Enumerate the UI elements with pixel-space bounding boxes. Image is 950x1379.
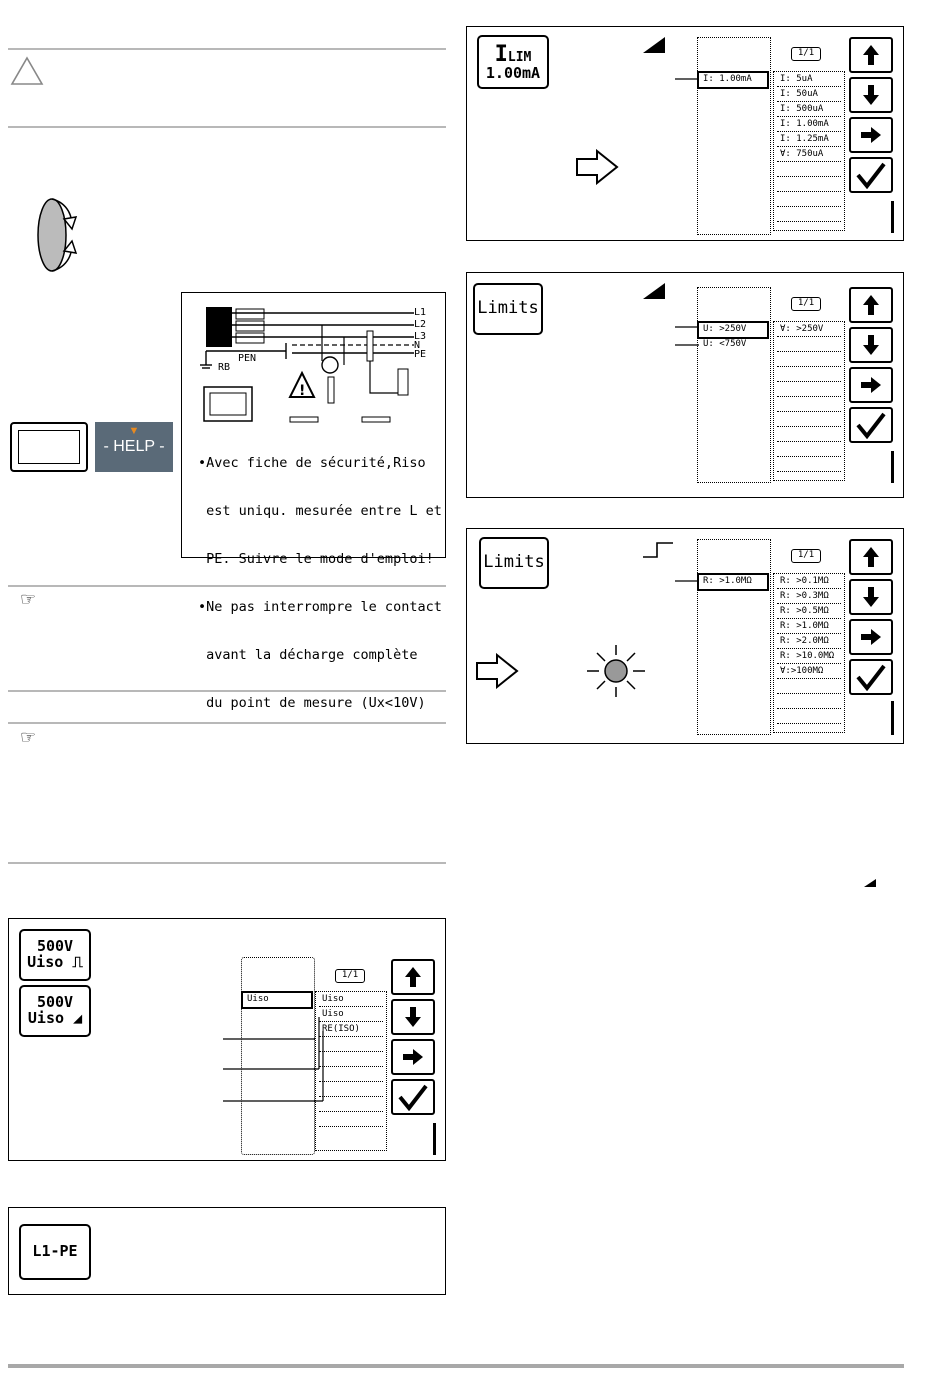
help-screen — [181, 292, 446, 711]
option-row[interactable]: R: >0.5MΩ — [777, 604, 841, 619]
right-arrow-button[interactable] — [849, 619, 893, 655]
down-arrow-button[interactable] — [391, 999, 435, 1035]
note-hand-icon: ☞ — [20, 589, 37, 610]
key-value: 1.00mA — [485, 63, 541, 82]
ramp-icon — [643, 37, 665, 57]
selection-list — [697, 539, 771, 735]
label-pen: PEN — [238, 353, 257, 364]
option-row[interactable]: R: >1.0MΩ — [777, 619, 841, 634]
separator-line — [8, 48, 446, 50]
callout-lines — [9, 919, 447, 1162]
option-row[interactable]: R: >0.3MΩ — [777, 589, 841, 604]
option-row[interactable]: I: 500uA — [777, 102, 841, 117]
second-item[interactable]: U: <750V — [703, 339, 747, 349]
help-line: PE. Suivre le mode d'emploi! — [198, 551, 434, 567]
label-n: N — [414, 340, 421, 351]
page-indicator: 1/1 — [335, 969, 365, 983]
option-row[interactable] — [777, 709, 841, 724]
step-icon: ⎍ — [72, 953, 83, 971]
option-row[interactable] — [777, 427, 841, 442]
option-row[interactable]: R: >0.1MΩ — [777, 574, 841, 589]
option-row[interactable] — [777, 694, 841, 709]
svg-text:!: ! — [299, 383, 306, 399]
options-list — [773, 573, 845, 733]
page-indicator: 1/1 — [791, 549, 821, 563]
option-row[interactable]: Ɐ: >250V — [777, 322, 841, 337]
label-rb: RB — [218, 362, 231, 373]
note-hand-icon: ☞ — [20, 727, 37, 748]
scrollbar[interactable] — [433, 1123, 436, 1155]
arrow-outline-icon — [575, 149, 619, 189]
option-row[interactable] — [777, 162, 841, 177]
option-row[interactable] — [777, 442, 841, 457]
footer-line — [8, 1364, 904, 1368]
separator-line — [8, 690, 446, 692]
key-label: Limits — [483, 552, 545, 573]
help-line: •Avec fiche de sécurité,Riso — [198, 455, 426, 471]
limits-voltage-screen — [466, 272, 904, 498]
option-row[interactable] — [777, 679, 841, 694]
step-icon — [643, 541, 673, 563]
option-row[interactable] — [777, 192, 841, 207]
separator-line — [8, 722, 446, 724]
option-row[interactable]: R: >2.0MΩ — [777, 634, 841, 649]
callout-lines — [675, 321, 705, 351]
ramp-icon — [864, 872, 876, 891]
limits-resistance-screen — [466, 528, 904, 744]
option-row[interactable] — [777, 337, 841, 352]
options-list — [773, 71, 845, 231]
option-row[interactable]: I: 50uA — [777, 87, 841, 102]
up-arrow-button[interactable] — [391, 959, 435, 995]
network-diagram — [182, 293, 444, 423]
soft-key-button[interactable] — [10, 422, 88, 472]
caret-down-icon: ▼ — [128, 425, 140, 437]
warning-triangle-icon — [10, 56, 44, 86]
scrollbar[interactable] — [891, 201, 894, 233]
ilim-key[interactable] — [477, 35, 549, 89]
up-arrow-button[interactable] — [849, 539, 893, 575]
separator-line — [8, 585, 446, 587]
key-label: Uiso — [27, 953, 64, 971]
limits-key[interactable] — [473, 283, 543, 335]
key-voltage: 500V — [36, 993, 74, 1012]
page-indicator: 1/1 — [791, 297, 821, 311]
help-line: est uniqu. mesurée entre L et — [198, 503, 442, 519]
separator-line — [8, 126, 446, 128]
help-line: avant la décharge complète — [198, 647, 418, 663]
selection-list — [697, 37, 771, 235]
separator-line — [8, 862, 446, 864]
ramp-icon: ◢ — [73, 1009, 83, 1027]
label-l3: L3 — [414, 331, 427, 342]
key-voltage: 500V — [36, 937, 74, 956]
option-row[interactable] — [777, 367, 841, 382]
options-list — [773, 321, 845, 481]
key-sub: LIM — [507, 49, 532, 65]
label-pe: PE — [414, 349, 427, 360]
rotary-knob-icon — [30, 195, 86, 275]
option-row[interactable]: RE(ISO) — [319, 1022, 383, 1037]
up-arrow-button[interactable] — [849, 287, 893, 323]
option-row[interactable] — [777, 177, 841, 192]
confirm-check-button[interactable] — [849, 157, 893, 193]
lamp-icon — [583, 643, 649, 703]
l1pe-key[interactable] — [19, 1224, 91, 1280]
right-arrow-button[interactable] — [391, 1039, 435, 1075]
option-row[interactable]: I: 1.25mA — [777, 132, 841, 147]
ilim-screen — [466, 26, 904, 241]
arrow-outline-icon — [475, 653, 519, 693]
option-row[interactable] — [777, 207, 841, 222]
option-row[interactable] — [777, 382, 841, 397]
right-arrow-button[interactable] — [849, 117, 893, 153]
scrollbar[interactable] — [891, 701, 894, 735]
confirm-check-button[interactable] — [849, 407, 893, 443]
confirm-check-button[interactable] — [849, 659, 893, 695]
selected-item[interactable]: U: >250V — [697, 321, 769, 339]
option-row[interactable]: I: 5uA — [777, 72, 841, 87]
key-label: Limits — [477, 298, 539, 319]
help-label: HELP — [113, 438, 155, 455]
option-row[interactable]: Ɐ: 750uA — [777, 147, 841, 162]
callout-line — [675, 75, 715, 85]
uiso-screen — [8, 918, 446, 1161]
option-row[interactable]: Uiso — [319, 1007, 383, 1022]
help-button[interactable]: ▼ - HELP - — [95, 422, 173, 472]
down-arrow-button[interactable] — [849, 77, 893, 113]
selection-list — [697, 287, 771, 483]
key-label: Uiso — [27, 1009, 65, 1027]
option-row[interactable]: Ɐ:>100MΩ — [777, 664, 841, 679]
option-row[interactable] — [777, 457, 841, 472]
option-row[interactable]: I: 1.00mA — [777, 117, 841, 132]
l1pe-screen — [8, 1207, 446, 1295]
help-line: •Ne pas interrompre le contact — [198, 599, 442, 615]
ramp-icon — [643, 283, 665, 303]
label-l2: L2 — [414, 319, 427, 330]
help-line: du point de mesure (Ux<10V) — [198, 695, 426, 711]
label-l1: L1 — [414, 307, 427, 318]
option-row[interactable] — [777, 352, 841, 367]
selected-item[interactable]: R: >1.0MΩ — [697, 573, 769, 591]
down-arrow-button[interactable] — [849, 579, 893, 615]
option-row[interactable] — [777, 397, 841, 412]
selected-item[interactable]: I: 1.00mA — [697, 71, 769, 89]
right-arrow-button[interactable] — [849, 367, 893, 403]
key-label: L1-PE — [32, 1242, 78, 1261]
page-indicator: 1/1 — [791, 47, 821, 61]
help-text — [198, 423, 446, 743]
up-arrow-button[interactable] — [849, 37, 893, 73]
option-row[interactable]: Uiso — [319, 992, 383, 1007]
confirm-check-button[interactable] — [391, 1079, 435, 1115]
scrollbar[interactable] — [891, 451, 894, 483]
selected-item[interactable]: Uiso — [241, 991, 313, 1009]
option-row[interactable]: R: >10.0MΩ — [777, 649, 841, 664]
callout-line — [675, 577, 705, 587]
down-arrow-button[interactable] — [849, 327, 893, 363]
key-letter: I — [494, 41, 508, 67]
option-row[interactable] — [777, 412, 841, 427]
limits-key[interactable] — [479, 537, 549, 589]
